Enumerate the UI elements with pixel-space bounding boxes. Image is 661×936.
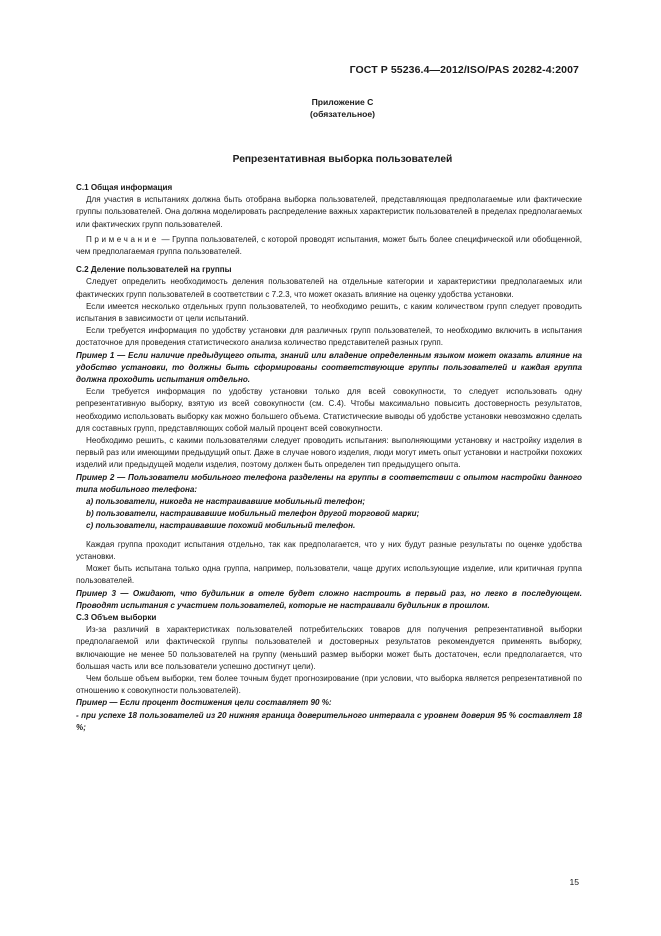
document-code-header: ГОСТ Р 55236.4—2012/ISO/PAS 20282-4:2007 xyxy=(349,64,579,76)
example-2-item-b: b) пользователи, настраивавшие мобильный телефон другой торговой марки; xyxy=(86,509,420,519)
section-c2-paragraph-5: Необходимо решить, с какими пользователями следует проводить испытания: выполняющими установку и настройку изделия в первый раз или имеющими предыдущий опыт. Даже в случае нового изделия, люди могут иметь опыт установки и настройки похожих изделий или предыдущей модели изделия, поэтому должен быть определен тип предыдущего опыта. xyxy=(76,436,582,470)
example-c3-line-1: Пример — Если процент достижения цели составляет 90 %: xyxy=(76,698,332,708)
section-c2-paragraph-3: Если требуется информация по удобству установки для различных групп пользователей, то необходимо включить в испытания достаточное для проведения статистического анализа количество представителей разных групп. xyxy=(76,326,582,348)
section-c2-paragraph-4: Если требуется информация по удобству установки только для всей совокупности, то следует использовать одну репрезентативную выборку, взятую из всей совокупности (см. С.4). Чтобы максимально повысить достоверность результатов, необходимо использовать выборку как можно большего объема. Статистические выводы об удобстве установки невозможно сделать для составных групп, представляющих собой малый процент всей совокупности. xyxy=(76,387,582,433)
annex-title: Репрезентативная выборка пользователей xyxy=(232,154,453,165)
section-c3-paragraph-2: Чем больше объем выборки, тем более точным будет прогнозирование (при условии, что выборка является репрезентативной по отношению к совокупности пользователей). xyxy=(76,673,582,696)
note-text: — Группа пользователей, с которой проводят испытания, может быть более специфической или обобщенной, чем предполагаемая группа пользователей. xyxy=(76,234,582,257)
section-c2-heading: С.2 Деление пользователей на группы xyxy=(76,265,232,275)
example-2-item-c: c) пользователи, настраивавшие похожий мобильный телефон. xyxy=(86,521,356,531)
example-2-item-a: a) пользователи, никогда не настраивавшие мобильный телефон; xyxy=(86,497,366,507)
section-c1-note xyxy=(76,234,582,258)
example-2-list xyxy=(76,496,582,533)
section-c2-paragraph-7: Может быть испытана только одна группа, например, пользователи, чаще других использующие изделие, или критичная группа пользователей. xyxy=(76,564,582,586)
example-3: Пример 3 — Ожидают, что будильник в отеле будет сложно настроить в первый раз, но легко в последующем. Проводят испытания с участием пользователей, которые не настраивали будильник в прошлом. xyxy=(76,588,582,610)
annex-block xyxy=(0,96,661,120)
section-c3-paragraph-1: Из-за различий в характеристиках пользователей потребительских товаров для получения репрезентативной выборки предполагаемой или фактической группы пользователей и достоверных результатов рекомендуется применять выборку, включающие не менее 50 пользователей на группу (меньший размер выборки может быть достаточен, если предполагается, что большая часть или все пользователи успешно достигнут цели). xyxy=(76,625,582,671)
section-c1-paragraph: Для участия в испытаниях должна быть отобрана выборка пользователей, представляющая предполагаемые или фактические группы пользователей. Она должна моделировать распределение важных характеристик пользователей в пределах предполагаемых или фактических групп пользователей. xyxy=(76,195,582,229)
annex-status: (обязательное) xyxy=(309,109,376,119)
document-body xyxy=(76,182,582,734)
page-number: 15 xyxy=(569,877,579,887)
section-c3-heading: С.3 Объем выборки xyxy=(76,612,157,622)
example-1: Пример 1 — Если наличие предыдущего опыта, знаний или владение определенным языком может оказать влияние на удобство установки, то должны быть сформированы соответствующие группы пользователей и каждая группа должна проходить испытания отдельно. xyxy=(76,350,582,385)
example-2-intro: Пример 2 — Пользователи мобильного телефона разделены на группы в соответствии с опытом настройки данного типа мобильного телефона: xyxy=(76,472,582,494)
section-c1-heading: С.1 Общая информация xyxy=(76,183,173,192)
note-label: Примечание xyxy=(86,234,159,244)
section-c2-paragraph-6: Каждая группа проходит испытания отдельно, так как предполагается, что у них будут разные результаты по оценке удобства установки. xyxy=(76,539,582,561)
annex-label: Приложение С xyxy=(311,97,374,107)
section-c2-paragraph-1: Следует определить необходимость деления пользователей на отдельные категории и характеристики предполагаемых или фактических групп пользователей в соответствии с 7.2.3, что может оказать влияние на оценку удобства установки. xyxy=(76,277,582,299)
section-c2-paragraph-2: Если имеется несколько отдельных групп пользователей, то необходимо решить, с каким количеством групп следует проводить испытания в зависимости от цели испытаний. xyxy=(76,301,582,324)
example-c3-line-2: - при успехе 18 пользователей из 20 нижняя граница доверительного интервала с уровнем доверия 95 % составляет 18 %; xyxy=(76,710,582,732)
